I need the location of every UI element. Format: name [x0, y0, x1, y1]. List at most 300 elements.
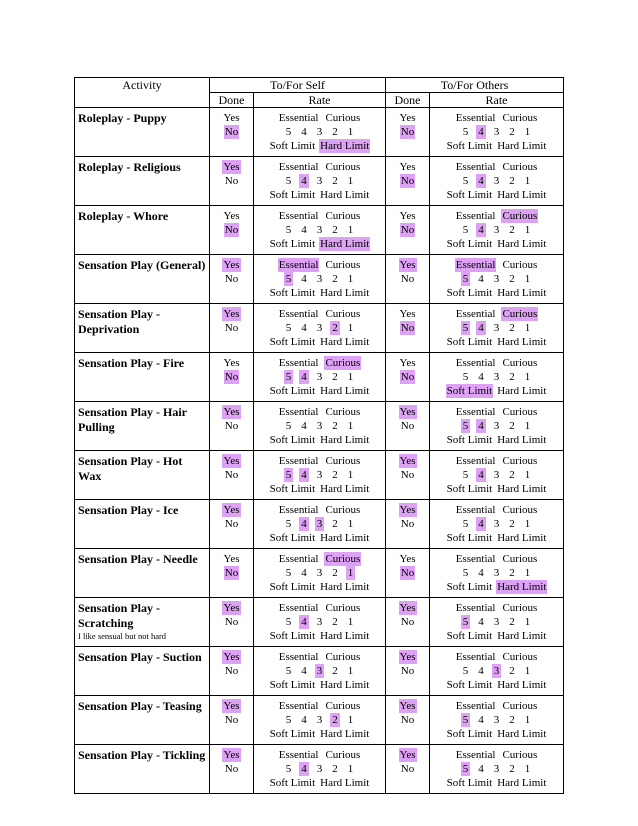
others-limit-soft[interactable]: Soft Limit — [446, 140, 493, 152]
others-done-no[interactable]: No — [400, 273, 415, 285]
others-limit-soft[interactable]: Soft Limit — [446, 434, 493, 446]
others-done-no[interactable]: No — [400, 469, 415, 481]
self-done-no[interactable]: No — [224, 175, 239, 187]
others-level-curious[interactable]: Curious — [502, 553, 538, 565]
others-level-essential[interactable]: Essential — [455, 602, 496, 614]
self-number-3[interactable]: 3 — [316, 567, 323, 579]
self-number-5[interactable]: 5 — [285, 126, 292, 138]
self-done-yes[interactable]: Yes — [223, 700, 240, 712]
others-number-4[interactable]: 4 — [478, 126, 484, 138]
self-limit-hard[interactable]: Hard Limit — [320, 777, 370, 789]
self-number-4[interactable]: 4 — [301, 616, 307, 628]
others-done-yes[interactable]: Yes — [399, 308, 416, 320]
self-level-curious[interactable]: Curious — [325, 112, 361, 124]
others-level-essential[interactable]: Essential — [455, 455, 496, 467]
others-number-2[interactable]: 2 — [509, 714, 515, 726]
others-done-yes[interactable]: Yes — [399, 406, 416, 418]
self-number-4[interactable]: 4 — [301, 665, 307, 677]
self-number-3[interactable]: 3 — [316, 420, 323, 432]
others-done-no[interactable]: No — [400, 518, 415, 530]
others-limit-soft[interactable]: Soft Limit — [446, 679, 493, 691]
others-done-no[interactable]: No — [400, 126, 415, 138]
self-number-4[interactable]: 4 — [301, 175, 307, 187]
self-number-2[interactable]: 2 — [332, 175, 338, 187]
others-number-3[interactable]: 3 — [493, 126, 500, 138]
self-limit-soft[interactable]: Soft Limit — [269, 140, 316, 152]
self-number-1[interactable]: 1 — [347, 665, 354, 677]
self-number-5[interactable]: 5 — [285, 518, 292, 530]
others-level-curious[interactable]: Curious — [502, 357, 538, 369]
others-number-1[interactable]: 1 — [524, 616, 531, 628]
self-done-no[interactable]: No — [224, 126, 239, 138]
self-number-2[interactable]: 2 — [332, 420, 338, 432]
self-number-4[interactable]: 4 — [301, 224, 307, 236]
self-done-no[interactable]: No — [224, 420, 239, 432]
others-limit-soft[interactable]: Soft Limit — [446, 532, 493, 544]
self-number-4[interactable]: 4 — [301, 567, 307, 579]
others-number-3[interactable]: 3 — [493, 273, 500, 285]
others-number-5[interactable]: 5 — [462, 518, 469, 530]
others-number-5[interactable]: 5 — [462, 420, 469, 432]
self-limit-soft[interactable]: Soft Limit — [269, 287, 316, 299]
self-limit-hard[interactable]: Hard Limit — [320, 434, 370, 446]
others-done-yes[interactable]: Yes — [399, 357, 416, 369]
self-level-essential[interactable]: Essential — [278, 259, 319, 271]
self-done-no[interactable]: No — [224, 469, 239, 481]
self-number-3[interactable]: 3 — [316, 616, 323, 628]
self-level-curious[interactable]: Curious — [325, 602, 361, 614]
others-level-essential[interactable]: Essential — [455, 406, 496, 418]
others-done-no[interactable]: No — [400, 616, 415, 628]
self-number-4[interactable]: 4 — [301, 273, 307, 285]
self-limit-soft[interactable]: Soft Limit — [269, 189, 316, 201]
others-level-essential[interactable]: Essential — [455, 308, 496, 320]
self-number-2[interactable]: 2 — [332, 273, 338, 285]
self-done-yes[interactable]: Yes — [223, 259, 240, 271]
self-number-4[interactable]: 4 — [301, 322, 307, 334]
self-number-2[interactable]: 2 — [332, 665, 338, 677]
others-limit-hard[interactable]: Hard Limit — [497, 532, 547, 544]
others-limit-hard[interactable]: Hard Limit — [497, 728, 547, 740]
others-number-4[interactable]: 4 — [478, 567, 484, 579]
others-number-4[interactable]: 4 — [478, 420, 484, 432]
others-level-curious[interactable]: Curious — [502, 406, 538, 418]
others-number-2[interactable]: 2 — [509, 224, 515, 236]
others-number-4[interactable]: 4 — [478, 371, 484, 383]
others-number-4[interactable]: 4 — [478, 469, 484, 481]
others-level-curious[interactable]: Curious — [502, 259, 538, 271]
others-number-5[interactable]: 5 — [462, 224, 469, 236]
others-level-curious[interactable]: Curious — [502, 504, 538, 516]
self-limit-soft[interactable]: Soft Limit — [269, 434, 316, 446]
self-number-1[interactable]: 1 — [347, 469, 354, 481]
others-number-1[interactable]: 1 — [524, 224, 531, 236]
self-number-5[interactable]: 5 — [285, 371, 292, 383]
self-limit-hard[interactable]: Hard Limit — [320, 581, 370, 593]
self-level-essential[interactable]: Essential — [278, 602, 319, 614]
self-limit-hard[interactable]: Hard Limit — [320, 483, 370, 495]
others-done-yes[interactable]: Yes — [399, 700, 416, 712]
others-number-3[interactable]: 3 — [493, 763, 500, 775]
self-number-5[interactable]: 5 — [285, 420, 292, 432]
self-number-3[interactable]: 3 — [316, 273, 323, 285]
self-level-essential[interactable]: Essential — [278, 651, 319, 663]
others-level-curious[interactable]: Curious — [502, 455, 538, 467]
self-level-curious[interactable]: Curious — [325, 161, 361, 173]
others-limit-soft[interactable]: Soft Limit — [446, 336, 493, 348]
others-number-2[interactable]: 2 — [509, 469, 515, 481]
others-done-yes[interactable]: Yes — [399, 749, 416, 761]
others-limit-hard[interactable]: Hard Limit — [497, 287, 547, 299]
self-level-essential[interactable]: Essential — [278, 210, 319, 222]
self-number-1[interactable]: 1 — [347, 616, 354, 628]
others-number-4[interactable]: 4 — [478, 224, 484, 236]
others-number-1[interactable]: 1 — [524, 665, 531, 677]
self-number-5[interactable]: 5 — [285, 322, 292, 334]
self-done-yes[interactable]: Yes — [223, 406, 240, 418]
others-number-2[interactable]: 2 — [509, 126, 515, 138]
self-number-3[interactable]: 3 — [316, 665, 323, 677]
others-number-3[interactable]: 3 — [493, 322, 500, 334]
self-level-curious[interactable]: Curious — [325, 357, 361, 369]
self-number-2[interactable]: 2 — [332, 518, 338, 530]
others-number-1[interactable]: 1 — [524, 273, 531, 285]
others-done-no[interactable]: No — [400, 420, 415, 432]
others-level-curious[interactable]: Curious — [502, 749, 538, 761]
self-number-3[interactable]: 3 — [316, 763, 323, 775]
self-number-5[interactable]: 5 — [285, 469, 292, 481]
self-limit-hard[interactable]: Hard Limit — [320, 336, 370, 348]
self-level-essential[interactable]: Essential — [278, 308, 319, 320]
others-number-3[interactable]: 3 — [493, 371, 500, 383]
others-level-curious[interactable]: Curious — [502, 112, 538, 124]
self-limit-soft[interactable]: Soft Limit — [269, 777, 316, 789]
others-level-essential[interactable]: Essential — [455, 112, 496, 124]
others-done-yes[interactable]: Yes — [399, 504, 416, 516]
self-number-1[interactable]: 1 — [347, 175, 354, 187]
others-level-essential[interactable]: Essential — [455, 700, 496, 712]
self-done-no[interactable]: No — [224, 518, 239, 530]
self-limit-hard[interactable]: Hard Limit — [320, 728, 370, 740]
self-number-2[interactable]: 2 — [332, 763, 338, 775]
self-limit-soft[interactable]: Soft Limit — [269, 336, 316, 348]
self-number-4[interactable]: 4 — [301, 714, 307, 726]
self-done-no[interactable]: No — [224, 224, 239, 236]
others-level-essential[interactable]: Essential — [455, 553, 496, 565]
others-number-5[interactable]: 5 — [462, 371, 469, 383]
others-number-3[interactable]: 3 — [493, 616, 500, 628]
others-number-5[interactable]: 5 — [462, 322, 469, 334]
self-number-2[interactable]: 2 — [332, 371, 338, 383]
others-level-essential[interactable]: Essential — [455, 749, 496, 761]
self-limit-hard[interactable]: Hard Limit — [320, 385, 370, 397]
others-limit-soft[interactable]: Soft Limit — [446, 483, 493, 495]
self-number-1[interactable]: 1 — [347, 518, 354, 530]
others-number-3[interactable]: 3 — [493, 175, 500, 187]
others-limit-hard[interactable]: Hard Limit — [497, 581, 547, 593]
self-number-4[interactable]: 4 — [301, 126, 307, 138]
self-number-4[interactable]: 4 — [301, 469, 307, 481]
others-level-curious[interactable]: Curious — [502, 602, 538, 614]
others-level-essential[interactable]: Essential — [455, 210, 496, 222]
others-number-5[interactable]: 5 — [462, 567, 469, 579]
others-number-4[interactable]: 4 — [478, 175, 484, 187]
others-done-no[interactable]: No — [400, 763, 415, 775]
others-level-curious[interactable]: Curious — [502, 161, 538, 173]
others-limit-soft[interactable]: Soft Limit — [446, 287, 493, 299]
self-level-essential[interactable]: Essential — [278, 749, 319, 761]
self-done-yes[interactable]: Yes — [223, 357, 240, 369]
self-number-4[interactable]: 4 — [301, 371, 307, 383]
self-number-4[interactable]: 4 — [301, 763, 307, 775]
self-number-3[interactable]: 3 — [316, 469, 323, 481]
self-done-no[interactable]: No — [224, 714, 239, 726]
others-number-2[interactable]: 2 — [509, 371, 515, 383]
self-level-essential[interactable]: Essential — [278, 700, 319, 712]
others-number-2[interactable]: 2 — [509, 175, 515, 187]
others-number-2[interactable]: 2 — [509, 567, 515, 579]
others-number-5[interactable]: 5 — [462, 763, 469, 775]
self-limit-soft[interactable]: Soft Limit — [269, 679, 316, 691]
self-number-1[interactable]: 1 — [347, 763, 354, 775]
self-done-no[interactable]: No — [224, 322, 239, 334]
self-done-no[interactable]: No — [224, 371, 239, 383]
self-limit-soft[interactable]: Soft Limit — [269, 385, 316, 397]
others-limit-hard[interactable]: Hard Limit — [497, 630, 547, 642]
self-number-3[interactable]: 3 — [316, 126, 323, 138]
others-number-3[interactable]: 3 — [493, 567, 500, 579]
others-number-3[interactable]: 3 — [493, 469, 500, 481]
self-number-4[interactable]: 4 — [301, 420, 307, 432]
others-done-yes[interactable]: Yes — [399, 651, 416, 663]
self-level-curious[interactable]: Curious — [325, 651, 361, 663]
others-level-curious[interactable]: Curious — [502, 700, 538, 712]
others-limit-soft[interactable]: Soft Limit — [446, 777, 493, 789]
self-level-curious[interactable]: Curious — [325, 406, 361, 418]
self-level-curious[interactable]: Curious — [325, 749, 361, 761]
others-number-4[interactable]: 4 — [478, 665, 484, 677]
self-limit-soft[interactable]: Soft Limit — [269, 483, 316, 495]
others-done-yes[interactable]: Yes — [399, 112, 416, 124]
self-level-curious[interactable]: Curious — [325, 259, 361, 271]
others-done-no[interactable]: No — [400, 567, 415, 579]
others-number-4[interactable]: 4 — [478, 714, 484, 726]
self-done-no[interactable]: No — [224, 665, 239, 677]
self-limit-hard[interactable]: Hard Limit — [320, 140, 370, 152]
others-limit-hard[interactable]: Hard Limit — [497, 336, 547, 348]
self-number-5[interactable]: 5 — [285, 763, 292, 775]
self-done-yes[interactable]: Yes — [223, 504, 240, 516]
self-number-3[interactable]: 3 — [316, 224, 323, 236]
others-limit-hard[interactable]: Hard Limit — [497, 385, 547, 397]
others-number-1[interactable]: 1 — [524, 126, 531, 138]
self-level-curious[interactable]: Curious — [325, 504, 361, 516]
others-limit-soft[interactable]: Soft Limit — [446, 728, 493, 740]
others-level-essential[interactable]: Essential — [455, 504, 496, 516]
self-level-essential[interactable]: Essential — [278, 406, 319, 418]
others-number-1[interactable]: 1 — [524, 175, 531, 187]
self-limit-hard[interactable]: Hard Limit — [320, 679, 370, 691]
others-limit-soft[interactable]: Soft Limit — [446, 238, 493, 250]
self-done-no[interactable]: No — [224, 616, 239, 628]
others-limit-hard[interactable]: Hard Limit — [497, 483, 547, 495]
self-done-no[interactable]: No — [224, 567, 239, 579]
self-level-essential[interactable]: Essential — [278, 112, 319, 124]
others-number-1[interactable]: 1 — [524, 420, 531, 432]
self-done-yes[interactable]: Yes — [223, 210, 240, 222]
self-number-2[interactable]: 2 — [332, 714, 338, 726]
others-limit-hard[interactable]: Hard Limit — [497, 679, 547, 691]
self-done-yes[interactable]: Yes — [223, 602, 240, 614]
others-number-1[interactable]: 1 — [524, 567, 531, 579]
self-limit-soft[interactable]: Soft Limit — [269, 238, 316, 250]
others-number-1[interactable]: 1 — [524, 763, 531, 775]
self-number-1[interactable]: 1 — [347, 567, 354, 579]
others-number-5[interactable]: 5 — [462, 469, 469, 481]
self-done-yes[interactable]: Yes — [223, 651, 240, 663]
others-limit-soft[interactable]: Soft Limit — [446, 189, 493, 201]
self-number-1[interactable]: 1 — [347, 371, 354, 383]
self-number-2[interactable]: 2 — [332, 126, 338, 138]
self-done-yes[interactable]: Yes — [223, 308, 240, 320]
self-level-essential[interactable]: Essential — [278, 504, 319, 516]
self-number-5[interactable]: 5 — [285, 224, 292, 236]
self-number-5[interactable]: 5 — [285, 273, 292, 285]
self-done-yes[interactable]: Yes — [223, 112, 240, 124]
self-level-essential[interactable]: Essential — [278, 553, 319, 565]
self-number-2[interactable]: 2 — [332, 469, 338, 481]
others-number-4[interactable]: 4 — [478, 322, 484, 334]
others-number-2[interactable]: 2 — [509, 518, 515, 530]
self-done-no[interactable]: No — [224, 273, 239, 285]
others-done-yes[interactable]: Yes — [399, 210, 416, 222]
self-done-yes[interactable]: Yes — [223, 161, 240, 173]
others-number-2[interactable]: 2 — [509, 763, 515, 775]
others-number-5[interactable]: 5 — [462, 273, 469, 285]
others-number-2[interactable]: 2 — [509, 665, 515, 677]
others-number-4[interactable]: 4 — [478, 763, 484, 775]
others-number-5[interactable]: 5 — [462, 616, 469, 628]
self-limit-hard[interactable]: Hard Limit — [320, 532, 370, 544]
self-limit-hard[interactable]: Hard Limit — [320, 189, 370, 201]
self-limit-hard[interactable]: Hard Limit — [320, 630, 370, 642]
others-number-5[interactable]: 5 — [462, 714, 469, 726]
others-number-1[interactable]: 1 — [524, 371, 531, 383]
self-number-3[interactable]: 3 — [316, 518, 323, 530]
self-number-1[interactable]: 1 — [347, 322, 354, 334]
others-number-1[interactable]: 1 — [524, 469, 531, 481]
others-number-3[interactable]: 3 — [493, 420, 500, 432]
self-done-no[interactable]: No — [224, 763, 239, 775]
others-done-no[interactable]: No — [400, 175, 415, 187]
self-number-4[interactable]: 4 — [301, 518, 307, 530]
others-limit-hard[interactable]: Hard Limit — [497, 238, 547, 250]
others-number-3[interactable]: 3 — [493, 665, 500, 677]
others-done-no[interactable]: No — [400, 714, 415, 726]
self-number-5[interactable]: 5 — [285, 567, 292, 579]
self-number-2[interactable]: 2 — [332, 224, 338, 236]
others-done-yes[interactable]: Yes — [399, 161, 416, 173]
others-level-essential[interactable]: Essential — [455, 357, 496, 369]
others-done-no[interactable]: No — [400, 224, 415, 236]
self-number-5[interactable]: 5 — [285, 665, 292, 677]
self-level-curious[interactable]: Curious — [325, 553, 361, 565]
others-number-5[interactable]: 5 — [462, 175, 469, 187]
others-number-2[interactable]: 2 — [509, 420, 515, 432]
others-limit-hard[interactable]: Hard Limit — [497, 777, 547, 789]
others-limit-hard[interactable]: Hard Limit — [497, 189, 547, 201]
self-number-2[interactable]: 2 — [332, 567, 338, 579]
self-number-1[interactable]: 1 — [347, 126, 354, 138]
self-done-yes[interactable]: Yes — [223, 455, 240, 467]
self-level-curious[interactable]: Curious — [325, 210, 361, 222]
self-limit-soft[interactable]: Soft Limit — [269, 581, 316, 593]
others-number-3[interactable]: 3 — [493, 518, 500, 530]
others-number-1[interactable]: 1 — [524, 714, 531, 726]
others-number-3[interactable]: 3 — [493, 224, 500, 236]
others-number-4[interactable]: 4 — [478, 518, 484, 530]
self-limit-soft[interactable]: Soft Limit — [269, 728, 316, 740]
self-number-3[interactable]: 3 — [316, 322, 323, 334]
others-done-yes[interactable]: Yes — [399, 602, 416, 614]
self-number-1[interactable]: 1 — [347, 224, 354, 236]
others-limit-hard[interactable]: Hard Limit — [497, 140, 547, 152]
others-done-yes[interactable]: Yes — [399, 455, 416, 467]
others-limit-soft[interactable]: Soft Limit — [446, 630, 493, 642]
others-number-1[interactable]: 1 — [524, 518, 531, 530]
self-done-yes[interactable]: Yes — [223, 553, 240, 565]
others-number-5[interactable]: 5 — [462, 126, 469, 138]
others-limit-hard[interactable]: Hard Limit — [497, 434, 547, 446]
others-done-yes[interactable]: Yes — [399, 553, 416, 565]
others-number-4[interactable]: 4 — [478, 273, 484, 285]
self-limit-soft[interactable]: Soft Limit — [269, 532, 316, 544]
others-level-essential[interactable]: Essential — [455, 651, 496, 663]
others-done-no[interactable]: No — [400, 371, 415, 383]
self-level-essential[interactable]: Essential — [278, 357, 319, 369]
others-done-no[interactable]: No — [400, 665, 415, 677]
others-level-curious[interactable]: Curious — [502, 210, 538, 222]
self-number-1[interactable]: 1 — [347, 273, 354, 285]
others-level-essential[interactable]: Essential — [455, 161, 496, 173]
self-limit-hard[interactable]: Hard Limit — [320, 238, 370, 250]
others-done-no[interactable]: No — [400, 322, 415, 334]
others-number-2[interactable]: 2 — [509, 322, 515, 334]
self-number-5[interactable]: 5 — [285, 175, 292, 187]
others-number-5[interactable]: 5 — [462, 665, 469, 677]
self-level-curious[interactable]: Curious — [325, 308, 361, 320]
self-number-2[interactable]: 2 — [332, 616, 338, 628]
self-level-curious[interactable]: Curious — [325, 455, 361, 467]
others-level-curious[interactable]: Curious — [502, 308, 538, 320]
others-number-4[interactable]: 4 — [478, 616, 484, 628]
others-level-essential[interactable]: Essential — [455, 259, 496, 271]
self-number-1[interactable]: 1 — [347, 714, 354, 726]
others-level-curious[interactable]: Curious — [502, 651, 538, 663]
self-done-yes[interactable]: Yes — [223, 749, 240, 761]
others-number-1[interactable]: 1 — [524, 322, 531, 334]
self-level-essential[interactable]: Essential — [278, 455, 319, 467]
self-number-3[interactable]: 3 — [316, 175, 323, 187]
others-number-3[interactable]: 3 — [493, 714, 500, 726]
self-number-5[interactable]: 5 — [285, 616, 292, 628]
self-limit-hard[interactable]: Hard Limit — [320, 287, 370, 299]
self-number-3[interactable]: 3 — [316, 371, 323, 383]
self-number-3[interactable]: 3 — [316, 714, 323, 726]
self-level-essential[interactable]: Essential — [278, 161, 319, 173]
others-limit-soft[interactable]: Soft Limit — [446, 385, 493, 397]
others-number-2[interactable]: 2 — [509, 273, 515, 285]
